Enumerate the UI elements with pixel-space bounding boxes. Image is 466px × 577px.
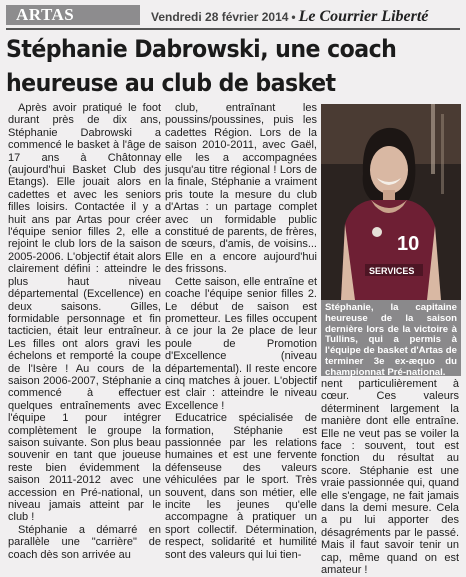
paragraph: Educatrice spécialisée de formation, Stéphanie est passionnée par les relations humaines et est une fervente défenseuse des valeurs véhiculées par le sport. Très souvent, dans son métier, elle incite les jeunes qu'elle accompagne à pratiquer un sport collectif. Détermination, respect, solidarité et humilité sont des valeurs qui lui tien-: [165, 412, 317, 561]
publication-date: Vendredi 28 février 2014: [151, 10, 289, 24]
jersey-number: 10: [397, 233, 420, 255]
headline: Stéphanie Dabrowski, une coach heureuse au club de basket: [6, 35, 397, 97]
paragraph: nent particulièrement à cœur. Ces valeurs déterminent largement la manière dont elle entraîne. Elle ne veut pas se voiler la face : souvent, tout est fonction du résultat au score. Stéphanie est une vraie passionnée qui, quand elle s'engage, ne fait jamais dans la demi mesure. Cela a pu lui apporter des désagréments par le passé. Mais il faut savoir tenir un cap, même quand on est amateur !: [321, 378, 459, 577]
section-tag: ARTAS: [6, 5, 140, 25]
paragraph: Après avoir pratiqué le foot durant près de dix ans, Stéphanie Dabrowski a commencé le basket à l'âge de 17 ans à Châtonnay (aujourd'hui Basket Club des Etangs). Elle jouait alors en cadettes et avec les seniors filles loisirs. Contactée il y a huit ans par Artas pour créer l'équipe senior filles 2, elle a rejoint le club lors de la saison 2005-2006. L'objectif était alors clairement défini : atteindre le plus haut niveau départemental (Excellence) en deux saisons. Gilles, formidable personnage et fin tacticien, était leur entraîneur. Les filles ont alors gravi les échelons et remporté la coupe de l'Isère ! Au cours de la saison 2006-2007, Stéphanie a commencé à effectuer quelques entraînements avec l'équipe 1 pour intégrer complètement le groupe la saison suivante. Son plus beau souvenir en tant que joueuse reste bien évidemment la saison 2011-2012 avec une accession en Pré-national, un niveau jamais atteint par le club !: [8, 102, 161, 524]
page-header: [0, 0, 466, 30]
player-illustration: [321, 104, 461, 300]
paragraph: club, entraînant les poussins/poussines, puis les cadettes Région. Lors de la saison 2010-2011, avec Gaël, elle les a accompagnées jusqu'au titre régional ! Lors de la finale, Stéphanie a vraiment pris toute la mesure du club d'Artas : un partage complet avec un formidable public constitué de parents, de frères, de sœurs, d'amis, de voisins... Elle en a encore aujourd'hui des frissons.: [165, 102, 317, 276]
jersey-sponsor-text: SERVICES: [369, 266, 415, 276]
article-column-2: [165, 102, 317, 561]
article-column-3: [321, 378, 459, 577]
paragraph: Stéphanie a démarré en parallèle une "carrière" de coach dès son arrivée au: [8, 523, 161, 561]
article-column-1: [8, 102, 161, 561]
photo-caption: Stéphanie, la capitaine heureuse de la saison dernière lors de la victoire à Tullins, qui a permis à l'équipe de basket d'Artas de terminer 3e ex-æquo du championnat Pré-national.: [321, 300, 461, 376]
dateline-separator: •: [291, 10, 296, 24]
header-rule: [6, 28, 460, 30]
paragraph: Cette saison, elle entraîne et coache l'équipe senior filles 2. Le début de saison est prometteur. Les filles occupent à ce jour la 2e place de leur poule de Promotion d'Excellence (niveau départemental). Il reste encore cinq matches à jouer. L'objectif est clair : atteindre le niveau Excellence !: [165, 275, 317, 412]
player-photo: [321, 104, 461, 300]
newspaper-name: Le Courrier Liberté: [298, 8, 429, 25]
dateline: [151, 8, 428, 26]
